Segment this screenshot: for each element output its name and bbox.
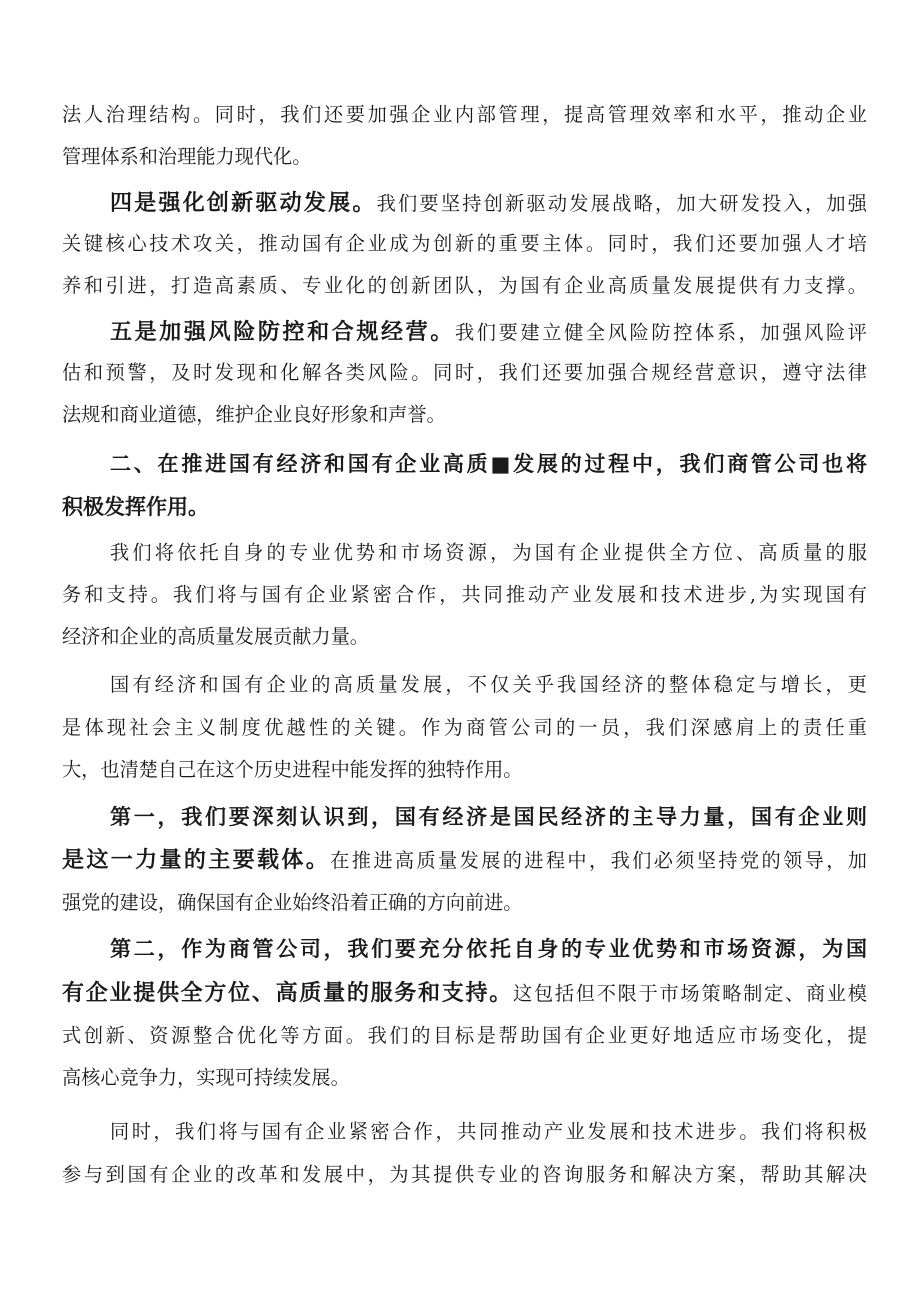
bold-lead-text: 五是加强风险防控和合规经营。 [110, 320, 455, 345]
paragraph-line [110, 319, 867, 347]
paragraph-line: 大，也清楚自己在这个历史进程中能发挥的独特作用。 [62, 758, 523, 781]
paragraph-line: 关键核心技术攻关，推动国有企业成为创新的重要主体。同时，我们还要加强人才培 [62, 232, 867, 255]
paragraph-line [110, 190, 867, 218]
paragraph-line: 参与到国有企业的改革和发展中，为其提供专业的咨询服务和解决方案，帮助其解决 [62, 1163, 867, 1186]
bold-lead-text: 有企业提供全方位、高质量的服务和支持。 [62, 981, 514, 1006]
paragraph-line: 务和支持。我们将与国有企业紧密合作，共同推动产业发展和技术进步,为实现国有 [62, 583, 867, 606]
section-heading: 积极发挥作用。 [62, 495, 209, 519]
paragraph-line: 法规和商业道德，维护企业良好形象和声誉。 [62, 403, 446, 426]
bold-lead-text: 是这一力量的主要载体。 [62, 848, 331, 873]
bold-paragraph-line: 第二，作为商管公司，我们要充分依托自身的专业优势和市场资源，为国 [110, 937, 867, 961]
paragraph-line: 法人治理结构。同时，我们还要加强企业内部管理，提高管理效率和水平，推动企业 [62, 103, 867, 126]
paragraph-line: 同时，我们将与国有企业紧密合作，共同推动产业发展和技术进步。我们将积极 [110, 1120, 867, 1143]
section-heading: 二、在推进国有经济和国有企业高质■发展的过程中，我们商管公司也将 [110, 452, 867, 476]
paragraph-line: 估和预警，及时发现和化解各类风险。同时，我们还要加强合规经营意识，遵守法律 [62, 361, 867, 384]
paragraph-line [62, 847, 867, 875]
paragraph-line: 国有经济和国有企业的高质量发展，不仅关乎我国经济的整体稳定与增长，更 [110, 673, 867, 696]
paragraph-line: 养和引进，打造高素质、专业化的创新团队，为国有企业高质量发展提供有力支撑。 [62, 274, 867, 297]
bold-paragraph-line: 第一，我们要深刻认识到，国有经济是国民经济的主导力量，国有企业则 [110, 805, 867, 829]
paragraph-text: 这包括但不限于市场策略制定、商业模 [513, 982, 867, 1005]
paragraph-text: 我们要建立健全风险防控体系，加强风险评 [454, 321, 867, 344]
paragraph-line: 经济和企业的高质量发展贡献力量。 [62, 625, 369, 648]
paragraph-text: 我们要坚持创新驱动发展战略，加大研发投入，加强 [376, 192, 867, 215]
paragraph-line: 我们将依托自身的专业优势和市场资源，为国有企业提供全方位、高质量的服 [110, 541, 867, 564]
paragraph-line [62, 980, 867, 1008]
paragraph-line: 强党的建设，确保国有企业始终沿着正确的方向前进。 [62, 891, 523, 914]
paragraph-line: 管理体系和治理能力现代化。 [62, 145, 312, 168]
paragraph-text: 在推进高质量发展的进程中，我们必须坚持党的领导，加 [330, 849, 867, 872]
paragraph-line: 式创新、资源整合优化等方面。我们的目标是帮助国有企业更好地适应市场变化，提 [62, 1024, 867, 1047]
paragraph-line: 是体现社会主义制度优越性的关键。作为商管公司的一员，我们深感肩上的责任重 [62, 716, 867, 739]
paragraph-line: 高核心竞争力，实现可持续发展。 [62, 1066, 350, 1089]
bold-lead-text: 四是强化创新驱动发展。 [110, 191, 377, 216]
